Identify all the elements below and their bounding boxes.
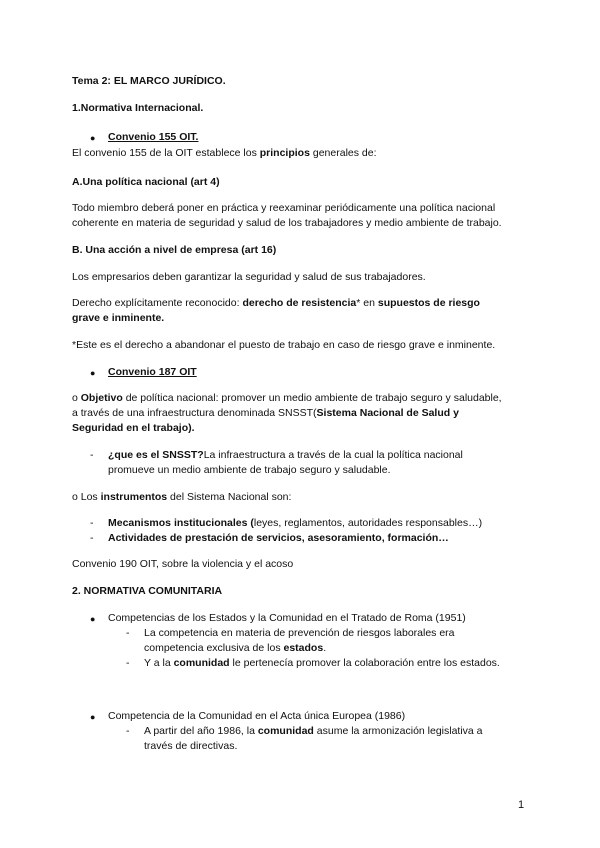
section-a-heading: A.Una política nacional (art 4) [72, 176, 220, 188]
convenio-187-title: Convenio 187 OIT [108, 366, 197, 378]
footnote: *Este es el derecho a abandonar el puesto de trabajo en caso de riesgo grave e inminente. [72, 339, 496, 351]
mecanismos-item: Mecanismos institucionales (leyes, reglamentos, autoridades responsables…) [108, 517, 483, 529]
roma-sub-1-line-2: competencia exclusiva de los estados. [144, 642, 327, 654]
dash-icon: - [126, 627, 130, 639]
dash-icon: - [90, 517, 94, 529]
roma-sub-2: Y a la comunidad le pertenecía promover la colaboración entre los estados. [144, 657, 500, 669]
convenio-155-intro: El convenio 155 de la OIT establece los principios generales de: [72, 147, 377, 159]
bullet-icon: ● [90, 368, 96, 378]
roma-sub-1-line-1: La competencia en materia de prevención de riesgos laborales era [144, 627, 455, 639]
dash-icon: - [126, 725, 130, 737]
section-2-heading: 2. NORMATIVA COMUNITARIA [72, 585, 223, 597]
actividades-item: Actividades de prestación de servicios, asesoramiento, formación… [108, 532, 449, 544]
section-a-text-1: Todo miembro deberá poner en práctica y reexaminar periódicamente una política nacional [72, 202, 496, 214]
document-title: Tema 2: EL MARCO JURÍDICO. [72, 75, 226, 87]
document-page [72, 0, 532, 848]
bullet-icon: ● [90, 133, 96, 143]
derecho-line-2: grave e inminente. [72, 312, 165, 324]
bullet-icon: ● [90, 712, 96, 722]
acta-sub-line-1: A partir del año 1986, la comunidad asume la armonización legislativa a [144, 725, 483, 737]
page-number: 1 [518, 799, 525, 811]
objetivo-line-1: o Objetivo de política nacional: promover un medio ambiente de trabajo seguro y saludable, [72, 392, 502, 404]
acta-item: Competencia de la Comunidad en el Acta única Europea (1986) [108, 710, 406, 722]
acta-sub-line-2: través de directivas. [144, 740, 238, 752]
snsst-question: ¿que es el SNSST?La infraestructura a través de la cual la política nacional [108, 449, 463, 461]
snsst-answer-2: promueve un medio ambiente de trabajo seguro y saludable. [108, 464, 391, 476]
section-b-heading: B. Una acción a nivel de empresa (art 16) [72, 244, 277, 256]
convenio-190-line: Convenio 190 OIT, sobre la violencia y el acoso [72, 558, 294, 570]
section-a-text-2: coherente en materia de seguridad y salud de los trabajadores y medio ambiente de trabajo. [72, 217, 502, 229]
dash-icon: - [90, 532, 94, 544]
bullet-icon: ● [90, 614, 96, 624]
objetivo-line-2: a través de una infraestructura denominada SNSST(Sistema Nacional de Salud y [72, 407, 459, 419]
section-b-text: Los empresarios deben garantizar la seguridad y salud de sus trabajadores. [72, 271, 426, 283]
dash-icon: - [126, 657, 130, 669]
instrumentos-line: o Los instrumentos del Sistema Nacional son: [72, 491, 292, 503]
dash-icon: - [90, 449, 94, 461]
convenio-155-title: Convenio 155 OIT. [108, 131, 199, 143]
objetivo-line-3: Seguridad en el trabajo). [72, 422, 195, 434]
derecho-line-1: Derecho explícitamente reconocido: derecho de resistencia* en supuestos de riesgo [72, 297, 480, 309]
roma-item: Competencias de los Estados y la Comunidad en el Tratado de Roma (1951) [108, 612, 466, 624]
section-1-heading: 1.Normativa Internacional. [72, 102, 204, 114]
